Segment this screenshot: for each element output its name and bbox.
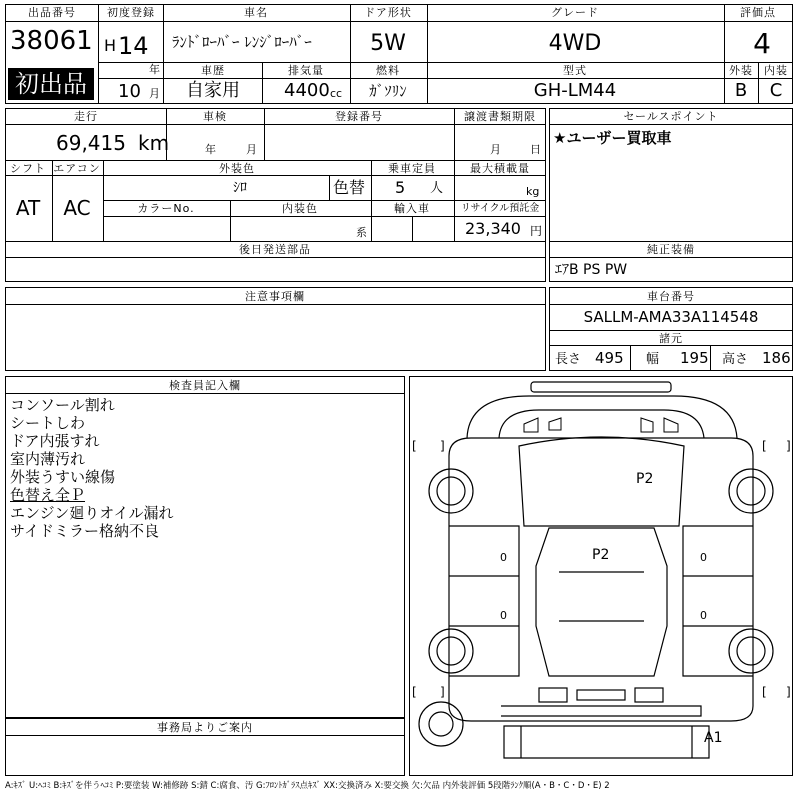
bracket-mark: ]	[786, 439, 791, 453]
displacement-label: 排気量	[288, 64, 324, 77]
model-label: 型式	[563, 64, 587, 77]
reg-label: 初度登録	[107, 6, 155, 19]
zero-mark: 0	[700, 551, 707, 564]
bracket-mark: ]	[786, 685, 791, 699]
transfer-month-unit: 月	[490, 143, 501, 156]
transfer-label: 譲渡書類期限	[464, 110, 536, 123]
score-label: 評価点	[740, 6, 776, 19]
bracket-mark: [	[762, 685, 767, 699]
inspector-note: 室内薄汚れ	[10, 450, 86, 468]
reg-era: H	[104, 36, 117, 55]
vin: SALLM-AMA33A114548	[583, 308, 759, 326]
displacement-unit: cc	[330, 87, 343, 100]
length-label: 長さ	[555, 352, 582, 367]
width: 195	[680, 349, 709, 367]
intcolor-label: 内装色	[282, 202, 318, 215]
mileage-unit: km	[138, 131, 170, 155]
door-type: 5W	[370, 31, 406, 56]
colorno-label: カラーNo.	[137, 202, 195, 215]
first-listing-badge: 初出品	[8, 68, 94, 100]
bracket-mark: [	[412, 439, 417, 453]
reg-year-unit: 年	[149, 63, 160, 76]
bracket-mark: ]	[440, 439, 445, 453]
int-label: 内装	[764, 64, 788, 77]
door-label: ドア形状	[364, 6, 412, 19]
height-label: 高さ	[722, 352, 749, 367]
intcolor-kei: 系	[356, 226, 367, 239]
legend-footer: A:ｷｽﾞ U:ﾍｺﾐ B:ｷｽﾞを伴うﾍｺﾐ P:要塗装 W:補修跡 S:錆 C:腐食、汚 G:ﾌﾛﾝﾄｶﾞﾗｽ点ｷｽﾞ XX:交換済み X:要交換 欠:欠品 内外装評価 5段階ﾗﾝｸ順(A・B・C・D・E) 2	[5, 781, 610, 791]
car-diagram	[409, 376, 793, 776]
repaint: 色替	[333, 178, 366, 197]
damage-mark: P2	[592, 547, 610, 563]
later-parts-label: 後日発送部品	[239, 243, 311, 256]
fuel-label: 燃料	[376, 64, 400, 77]
bracket-mark: ]	[440, 685, 445, 699]
color-label: 外装色	[219, 162, 255, 175]
damage-mark: P2	[636, 471, 654, 487]
inspector-note: 色替え全Ｐ	[10, 486, 86, 504]
ac: AC	[63, 196, 91, 220]
shift: AT	[15, 196, 41, 220]
color: ｼﾛ	[233, 180, 247, 196]
office-label: 事務局よりご案内	[157, 721, 253, 734]
zero-mark: 0	[500, 609, 507, 622]
mileage-label: 走行	[74, 110, 98, 123]
equipment: ｴｱB PS PW	[555, 262, 628, 278]
reg-year: 14	[118, 32, 149, 60]
length: 495	[595, 349, 624, 367]
history-label: 車歴	[201, 64, 225, 77]
recycle-unit: 円	[530, 224, 543, 238]
reg-month-unit: 月	[149, 87, 160, 100]
recycle-label: リサイクル預託金	[460, 203, 540, 214]
displacement: 4400	[284, 80, 330, 101]
lot-label: 出品番号	[28, 6, 76, 19]
inspector-note: エンジン廻りオイル漏れ	[10, 504, 174, 522]
notes-label: 注意事項欄	[245, 290, 305, 303]
capacity-label: 乗車定員	[388, 162, 436, 175]
carname: ﾗﾝﾄﾞﾛｰﾊﾞｰ ﾚﾝｼﾞﾛｰﾊﾞｰ	[172, 33, 312, 51]
inspector-notes	[10, 396, 174, 540]
capacity: 5	[395, 178, 406, 197]
ac-label: エアコン	[53, 162, 101, 175]
history: 自家用	[186, 80, 240, 101]
fuel: ｶﾞｿﾘﾝ	[369, 82, 407, 100]
inspector-label: 検査員記入欄	[169, 379, 241, 392]
bracket-mark: [	[412, 685, 417, 699]
capacity-unit: 人	[430, 181, 444, 196]
int-grade: C	[769, 80, 783, 101]
model: GH-LM44	[533, 80, 617, 101]
ext-grade: B	[734, 80, 748, 101]
inspector-note: シートしわ	[10, 414, 86, 432]
loadcap-unit: kg	[526, 185, 540, 198]
import-label: 輸入車	[394, 202, 430, 215]
inspection-month-unit: 月	[246, 143, 257, 156]
inspector-note: ドア内張すれ	[10, 432, 100, 450]
shift-label: シフト	[10, 162, 46, 175]
grade: 4WD	[548, 31, 602, 56]
carname-label: 車名	[244, 6, 268, 19]
reg-month: 10	[118, 81, 141, 102]
ext-label: 外装	[729, 64, 753, 77]
mileage: 69,415	[56, 131, 126, 155]
zero-mark: 0	[500, 551, 507, 564]
height: 186	[762, 349, 791, 367]
sales-point: ★ユーザー買取車	[553, 129, 672, 147]
score: 4	[753, 27, 771, 60]
dims-label: 諸元	[659, 332, 683, 345]
inspector-note: サイドミラー格納不良	[10, 522, 159, 540]
regno-label: 登録番号	[335, 110, 383, 123]
inspector-note: 外装うすい線傷	[10, 468, 116, 486]
sales-label: セールスポイント	[623, 110, 719, 123]
transfer-day-unit: 日	[530, 143, 541, 156]
bracket-mark: [	[762, 439, 767, 453]
vin-label: 車台番号	[647, 290, 695, 303]
damage-mark: A1	[704, 730, 723, 746]
inspection-year-unit: 年	[205, 143, 216, 156]
zero-mark: 0	[700, 609, 707, 622]
loadcap-label: 最大積載量	[470, 162, 530, 175]
inspection-label: 車検	[203, 110, 227, 123]
inspector-note: コンソール割れ	[10, 396, 115, 414]
width-label: 幅	[646, 352, 660, 367]
grade-label: グレード	[551, 6, 599, 19]
lot-number: 38061	[10, 26, 93, 56]
equip-label: 純正装備	[647, 243, 695, 256]
recycle-amount: 23,340	[465, 219, 521, 238]
